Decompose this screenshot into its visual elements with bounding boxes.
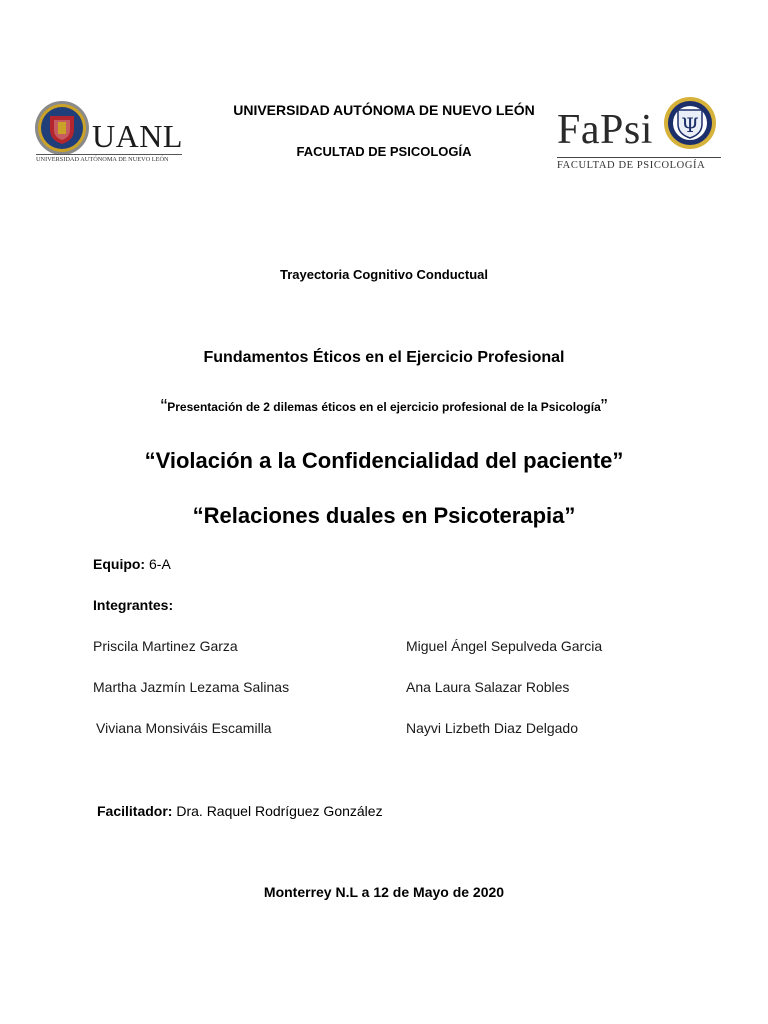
presentation-line: [0, 396, 768, 419]
team-label: Equipo:: [93, 556, 146, 572]
fapsi-subtitle: FACULTAD DE PSICOLOGÍA: [557, 160, 706, 171]
svg-text:Ψ: Ψ: [681, 113, 699, 137]
facilitator-value: Dra. Raquel Rodríguez González: [176, 803, 383, 819]
dilemma-title-2: “Relaciones duales en Psicoterapia”: [192, 503, 576, 528]
members-heading: Integrantes:: [93, 597, 174, 613]
trajectory-title: Trayectoria Cognitivo Conductual: [279, 267, 489, 282]
dilemma-title-1: “Violación a la Confidencialidad del paciente”: [144, 448, 624, 473]
presentation-text: Presentación de 2 dilemas éticos en el ejercicio profesional de la Psicología: [167, 400, 601, 414]
team-value: 6-A: [149, 556, 171, 572]
member-name: Ana Laura Salazar Robles: [406, 679, 570, 695]
place-date: Monterrey N.L a 12 de Mayo de 2020: [263, 884, 505, 900]
uanl-wordmark: UANL: [92, 118, 183, 154]
close-quote: ”: [600, 396, 608, 418]
team-line: [93, 556, 171, 572]
uanl-subtitle: UNIVERSIDAD AUTÓNOMA DE NUEVO LEÓN: [36, 156, 169, 163]
university-name: UNIVERSIDAD AUTÓNOMA DE NUEVO LEÓN: [233, 102, 535, 118]
member-name: Miguel Ángel Sepulveda Garcia: [406, 638, 603, 654]
fapsi-wordmark: FaPsi: [557, 107, 653, 153]
open-quote: “: [160, 396, 168, 418]
member-name: Nayvi Lizbeth Diaz Delgado: [406, 720, 578, 736]
member-name: Viviana Monsiváis Escamilla: [96, 720, 272, 736]
member-name: Martha Jazmín Lezama Salinas: [93, 679, 290, 695]
facilitator-label: Facilitador:: [97, 803, 173, 819]
member-name: Priscila Martinez Garza: [93, 638, 238, 654]
faculty-name: FACULTAD DE PSICOLOGÍA: [296, 144, 472, 159]
course-title: Fundamentos Éticos en el Ejercicio Profesional: [203, 349, 565, 366]
facilitator-line: [97, 803, 383, 819]
